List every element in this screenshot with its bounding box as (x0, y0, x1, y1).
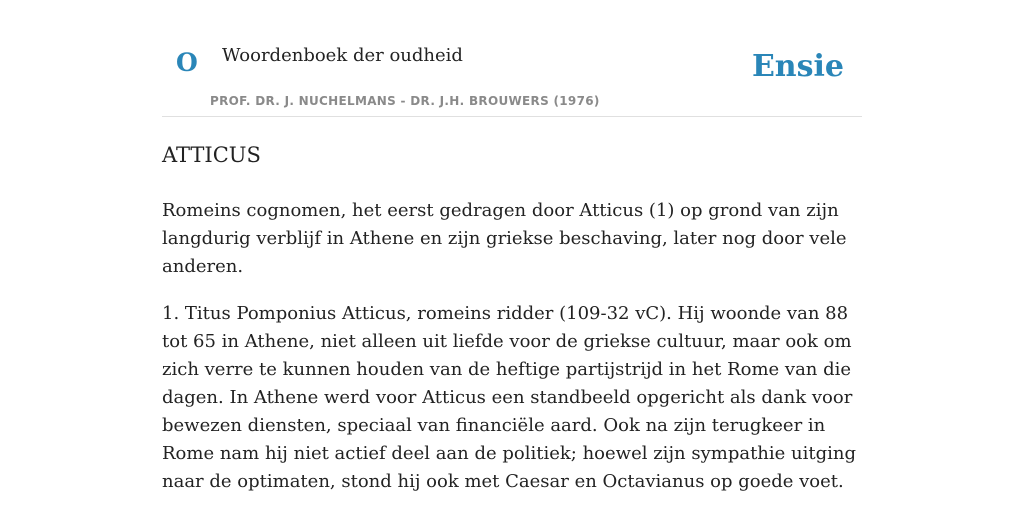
book-authors: PROF. DR. J. NUCHELMANS - DR. J.H. BROUWERS (1976) (210, 94, 600, 108)
entry-paragraph: 1. Titus Pomponius Atticus, romeins ridder (109-32 vC). Hij woonde van 88 tot 65 in Athene, niet alleen uit liefde voor de griekse cultuur, maar ook om zich verre te kunnen houden van de heftige partijstrijd in het Rome van die dagen. In Athene werd voor Atticus een standbeeld opgericht als dank voor bewezen diensten, speciaal van financiële aard. Ook na zijn terugkeer in Rome nam hij niet actief deel aan de politiek; hoewel zijn sympathie uitging naar de optimaten, stond hij ook met Caesar en Octavianus op goede voet. (162, 303, 857, 492)
entry-content (162, 139, 862, 512)
ensie-logo-link[interactable]: Ensie (751, 49, 844, 84)
page-header (162, 0, 862, 117)
book-title[interactable]: Woordenboek der oudheid (222, 45, 463, 66)
entry-title: ATTICUS (162, 143, 261, 167)
entry-paragraph: Romeins cognomen, het eerst gedragen door Atticus (1) op grond van zijn langdurig verblijf in Athene en zijn griekse beschaving, later nog door vele anderen. (162, 200, 847, 277)
index-letter-link[interactable]: O (176, 48, 198, 77)
